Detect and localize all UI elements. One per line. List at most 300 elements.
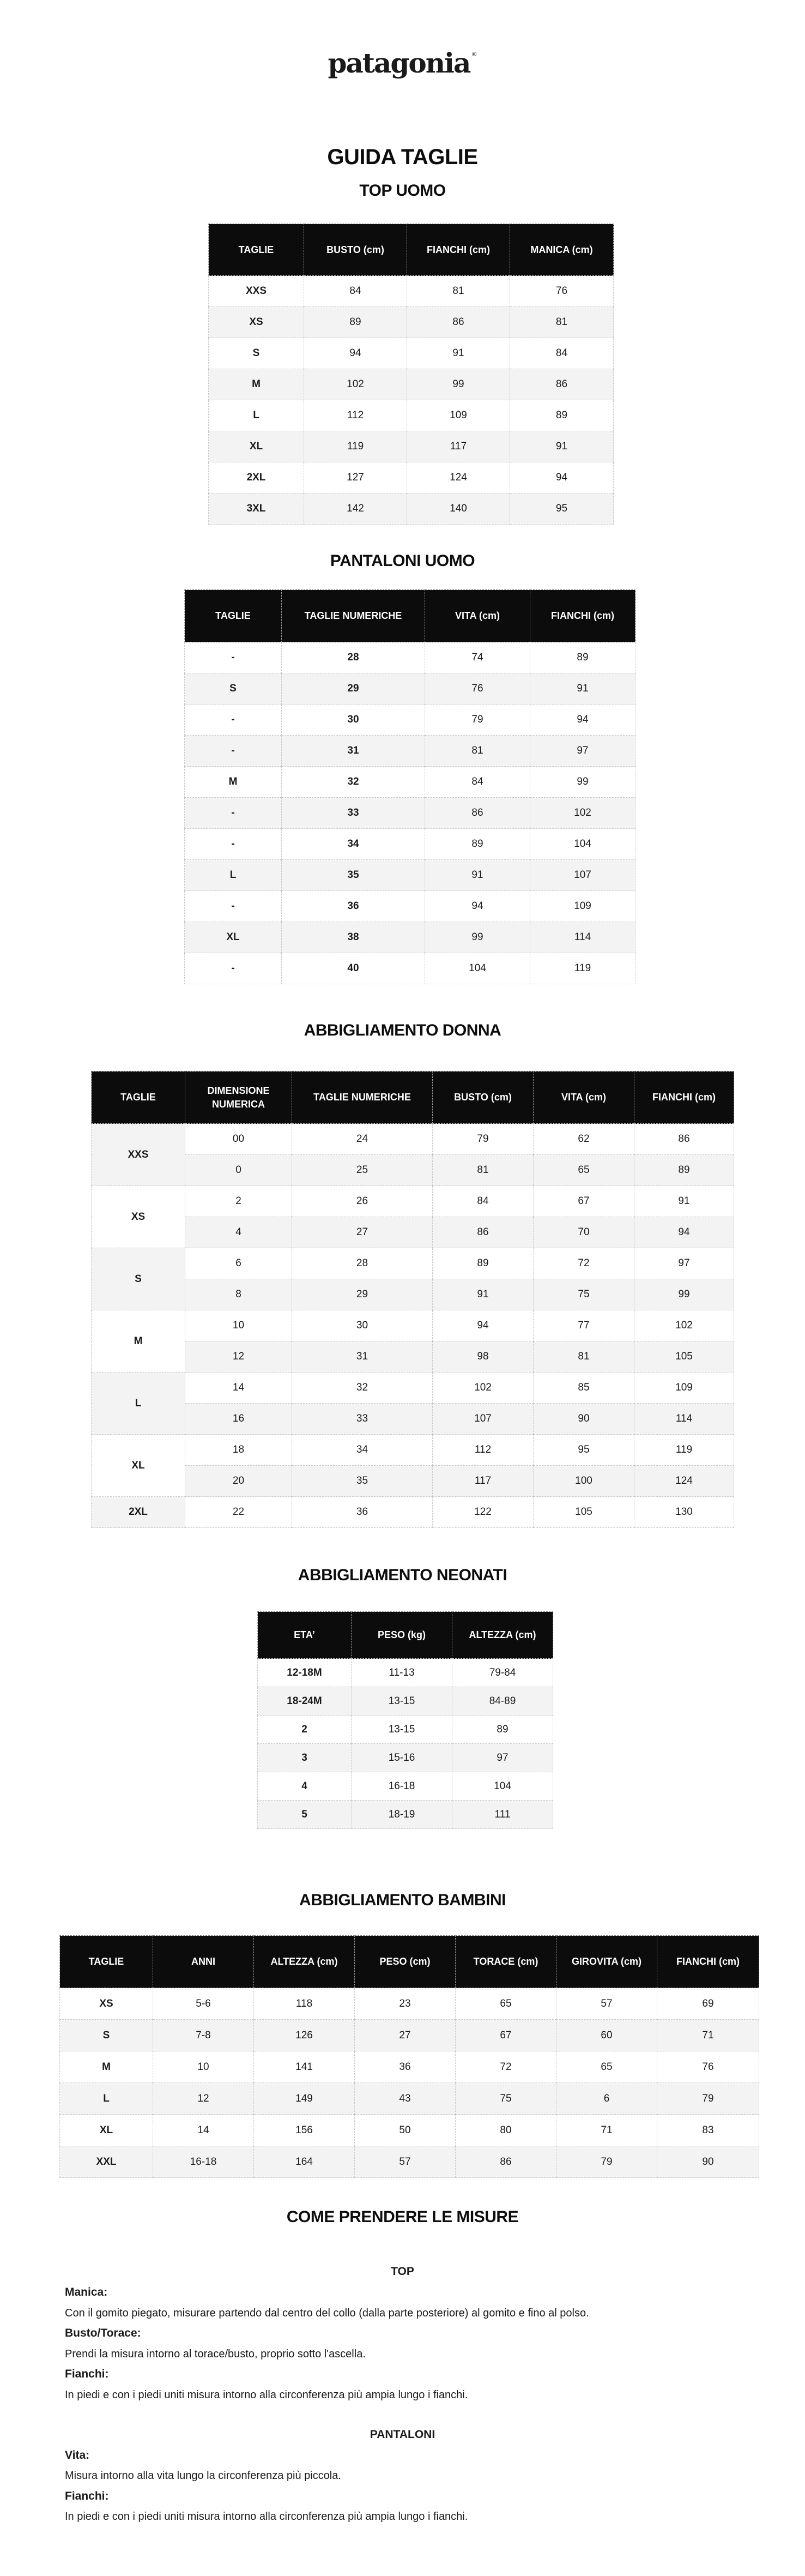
table-header-row (209, 224, 614, 276)
table-cell: 32 (292, 1373, 433, 1404)
table-cell: 124 (634, 1466, 734, 1497)
table-cell: 6 (185, 1248, 292, 1279)
table-cell: S (185, 673, 282, 705)
column-header: DIMENSIONE NUMERICA (185, 1072, 292, 1124)
table-cell: 126 (254, 2020, 355, 2051)
table-cell: 18 (185, 1435, 292, 1466)
table-row (185, 705, 635, 736)
table-cell: 50 (355, 2115, 456, 2146)
table-cell: 84 (510, 338, 614, 369)
table-cell: 86 (456, 2146, 556, 2178)
subheading-pantaloni: PANTALONI (370, 2428, 435, 2441)
table-cell: 28 (292, 1248, 433, 1279)
table-row (60, 2051, 759, 2083)
table-cell: 14 (185, 1373, 292, 1404)
table-cell: 112 (304, 400, 407, 431)
table-cell: 20 (185, 1466, 292, 1497)
table-cell: XL (209, 431, 304, 462)
table-cell: 91 (634, 1186, 734, 1217)
table-cell: S (209, 338, 304, 369)
table-header-row (92, 1072, 734, 1124)
table-cell: 99 (530, 767, 635, 798)
table-cell: 6 (556, 2083, 657, 2115)
table-cell: 114 (530, 922, 635, 953)
table-cell: 57 (556, 1988, 657, 2020)
table-cell: 40 (282, 953, 425, 984)
table-row (92, 1155, 734, 1186)
table-cell: M (60, 2051, 153, 2083)
table-cell: 94 (530, 705, 635, 736)
table-cell: 79 (657, 2083, 759, 2115)
table-cell: 35 (292, 1466, 433, 1497)
table-cell: 79 (556, 2146, 657, 2178)
table-cell: XXL (60, 2146, 153, 2178)
table-cell: XL (60, 2115, 153, 2146)
table-header-row (258, 1612, 553, 1659)
pantaloni-uomo-table (184, 589, 635, 984)
column-header: BUSTO (cm) (304, 224, 407, 276)
table-cell: 86 (425, 798, 530, 829)
table-cell: 65 (456, 1988, 556, 2020)
table-row (209, 307, 614, 338)
table-cell: 38 (282, 922, 425, 953)
table-cell: 43 (355, 2083, 456, 2115)
table-cell: 79 (425, 705, 530, 736)
table-cell: 85 (534, 1373, 634, 1404)
table-cell: 107 (433, 1404, 534, 1435)
section-title-abbigliamento-donna: ABBIGLIAMENTO DONNA (304, 1021, 501, 1039)
table-cell: 117 (407, 431, 510, 462)
table-cell: 112 (433, 1435, 534, 1466)
label-vita: Vita: (65, 2449, 90, 2461)
table-row (185, 767, 635, 798)
table-cell: 99 (425, 922, 530, 953)
table-cell: 124 (407, 462, 510, 493)
table-cell: 18-19 (352, 1801, 452, 1829)
table-cell: 30 (292, 1310, 433, 1341)
table-row (209, 431, 614, 462)
table-cell: 130 (634, 1497, 734, 1528)
table-cell: 81 (510, 307, 614, 338)
table-cell: 94 (510, 462, 614, 493)
table-cell: L (60, 2083, 153, 2115)
table-row (92, 1404, 734, 1435)
table-cell: 94 (304, 338, 407, 369)
table-cell: 102 (634, 1310, 734, 1341)
table-row (185, 829, 635, 860)
table-cell: 36 (292, 1497, 433, 1528)
table-cell: 72 (456, 2051, 556, 2083)
table-cell: 104 (425, 953, 530, 984)
table-cell: 109 (634, 1373, 734, 1404)
table-cell: 76 (510, 276, 614, 307)
table-cell: 140 (407, 493, 510, 525)
table-row (60, 2146, 759, 2178)
table-cell: 80 (456, 2115, 556, 2146)
table-cell: 31 (292, 1341, 433, 1373)
page-title: GUIDA TAGLIE (327, 145, 478, 169)
table-cell: 100 (534, 1466, 634, 1497)
table-row (258, 1801, 553, 1829)
table-cell: 86 (634, 1124, 734, 1155)
logo-text: patagonia (328, 47, 470, 79)
table-cell: XS (60, 1988, 153, 2020)
table-cell: 10 (153, 2051, 254, 2083)
table-cell: 75 (456, 2083, 556, 2115)
table-cell: 79-84 (452, 1659, 553, 1687)
patagonia-logo (0, 47, 805, 79)
table-cell: 36 (282, 891, 425, 922)
column-header: VITA (cm) (425, 590, 530, 642)
table-cell: 79 (433, 1124, 534, 1155)
table-cell: 34 (292, 1435, 433, 1466)
table-cell: 105 (534, 1497, 634, 1528)
table-cell: 164 (254, 2146, 355, 2178)
table-cell: 117 (433, 1466, 534, 1497)
table-cell: 97 (452, 1744, 553, 1772)
table-cell: 99 (407, 369, 510, 400)
table-row (209, 462, 614, 493)
column-header: ALTEZZA (cm) (452, 1612, 553, 1659)
table-cell: 107 (530, 860, 635, 891)
section-title-abbigliamento-bambini: ABBIGLIAMENTO BAMBINI (299, 1891, 506, 1909)
table-row (92, 1124, 734, 1155)
top-uomo-table (208, 224, 614, 525)
text-busto-torace: Prendi la misura intorno al torace/busto, proprio sotto l'ascella. (65, 2348, 366, 2360)
table-row (92, 1310, 734, 1341)
table-header-row (60, 1936, 759, 1988)
table-cell: 10 (185, 1310, 292, 1341)
table-cell: 94 (425, 891, 530, 922)
table-cell: 35 (282, 860, 425, 891)
table-cell: 89 (452, 1716, 553, 1744)
label-fianchi-pantaloni: Fianchi: (65, 2490, 109, 2502)
label-busto-torace: Busto/Torace: (65, 2327, 141, 2339)
table-cell: 90 (657, 2146, 759, 2178)
table-cell: 30 (282, 705, 425, 736)
table-cell: 74 (425, 642, 530, 673)
table-cell: 76 (425, 673, 530, 705)
table-cell: 62 (534, 1124, 634, 1155)
size-group-cell: M (92, 1310, 185, 1373)
table-cell: 95 (534, 1435, 634, 1466)
table-cell: 22 (185, 1497, 292, 1528)
size-group-cell: L (92, 1373, 185, 1435)
table-cell: 97 (634, 1248, 734, 1279)
column-header: FIANCHI (cm) (657, 1936, 759, 1988)
size-group-cell: XXS (92, 1124, 185, 1186)
table-cell: 71 (657, 2020, 759, 2051)
label-manica: Manica: (65, 2286, 108, 2298)
table-cell: - (185, 642, 282, 673)
table-row (185, 922, 635, 953)
table-row (185, 642, 635, 673)
table-cell: 89 (425, 829, 530, 860)
size-group-cell: XL (92, 1435, 185, 1497)
table-row (209, 276, 614, 307)
table-cell: 89 (304, 307, 407, 338)
column-header: TAGLIE (60, 1936, 153, 1988)
registered-mark: ® (471, 51, 477, 58)
table-cell: 67 (456, 2020, 556, 2051)
table-row (92, 1435, 734, 1466)
table-cell: 16-18 (153, 2146, 254, 2178)
table-cell: 91 (530, 673, 635, 705)
table-cell: 14 (153, 2115, 254, 2146)
table-cell: 15-16 (352, 1744, 452, 1772)
table-row (209, 369, 614, 400)
abbigliamento-donna-table (91, 1071, 734, 1528)
table-cell: M (185, 767, 282, 798)
table-cell: 13-15 (352, 1716, 452, 1744)
table-cell: 71 (556, 2115, 657, 2146)
table-cell: 81 (407, 276, 510, 307)
table-cell: 28 (282, 642, 425, 673)
table-row (92, 1217, 734, 1248)
table-cell: 81 (433, 1155, 534, 1186)
table-cell: 12-18M (258, 1659, 352, 1687)
table-cell: 94 (634, 1217, 734, 1248)
table-cell: 24 (292, 1124, 433, 1155)
table-cell: 8 (185, 1279, 292, 1310)
table-row (209, 493, 614, 525)
table-cell: 104 (452, 1772, 553, 1801)
table-cell: 141 (254, 2051, 355, 2083)
table-row (258, 1716, 553, 1744)
text-fianchi-top: In piedi e con i piedi uniti misura intorno alla circonferenza più ampia lungo i fianchi. (65, 2389, 468, 2401)
table-cell: 91 (425, 860, 530, 891)
table-row (92, 1373, 734, 1404)
table-cell: 104 (530, 829, 635, 860)
table-cell: 2XL (209, 462, 304, 493)
table-cell: 89 (530, 642, 635, 673)
size-group-cell: 2XL (92, 1497, 185, 1528)
table-row (185, 953, 635, 984)
table-row (92, 1248, 734, 1279)
table-cell: 109 (407, 400, 510, 431)
table-cell: 109 (530, 891, 635, 922)
table-cell: 3XL (209, 493, 304, 525)
table-cell: 57 (355, 2146, 456, 2178)
table-row (185, 736, 635, 767)
table-cell: 16 (185, 1404, 292, 1435)
text-fianchi-pantaloni: In piedi e con i piedi uniti misura intorno alla circonferenza più ampia lungo i fianchi. (65, 2511, 468, 2523)
table-cell: - (185, 705, 282, 736)
section-title-pantaloni-uomo: PANTALONI UOMO (330, 552, 475, 570)
table-cell: 119 (304, 431, 407, 462)
column-header: TORACE (cm) (456, 1936, 556, 1988)
table-cell: 156 (254, 2115, 355, 2146)
column-header: PESO (cm) (355, 1936, 456, 1988)
table-cell: 5-6 (153, 1988, 254, 2020)
table-cell: 75 (534, 1279, 634, 1310)
table-cell: 5 (258, 1801, 352, 1829)
table-cell: 31 (282, 736, 425, 767)
text-manica: Con il gomito piegato, misurare partendo dal centro del collo (dalla parte posteriore) al gomito e fino al polso. (65, 2307, 589, 2319)
column-header: TAGLIE (92, 1072, 185, 1124)
table-row (258, 1659, 553, 1687)
table-cell: 84 (304, 276, 407, 307)
table-cell: 72 (534, 1248, 634, 1279)
table-cell: 119 (634, 1435, 734, 1466)
column-header: MANICA (cm) (510, 224, 614, 276)
column-header: FIANCHI (cm) (407, 224, 510, 276)
table-cell: 13-15 (352, 1687, 452, 1716)
table-cell: 69 (657, 1988, 759, 2020)
table-cell: 102 (433, 1373, 534, 1404)
column-header: TAGLIE (209, 224, 304, 276)
table-cell: 91 (433, 1279, 534, 1310)
table-cell: 102 (530, 798, 635, 829)
table-cell: 34 (282, 829, 425, 860)
table-cell: 4 (258, 1772, 352, 1801)
table-cell: 111 (452, 1801, 553, 1829)
table-row (185, 673, 635, 705)
table-row (92, 1186, 734, 1217)
table-cell: 18-24M (258, 1687, 352, 1716)
table-cell: 91 (407, 338, 510, 369)
section-title-top-uomo: TOP UOMO (359, 182, 446, 200)
table-cell: 12 (153, 2083, 254, 2115)
section-title-abbigliamento-neonati: ABBIGLIAMENTO NEONATI (298, 1566, 507, 1584)
table-cell: 127 (304, 462, 407, 493)
table-cell: 27 (292, 1217, 433, 1248)
section-title-come-prendere: COME PRENDERE LE MISURE (286, 2208, 519, 2226)
table-row (60, 2115, 759, 2146)
column-header: PESO (kg) (352, 1612, 452, 1659)
table-row (92, 1497, 734, 1528)
column-header: ALTEZZA (cm) (254, 1936, 355, 1988)
table-cell: 114 (634, 1404, 734, 1435)
table-cell: 77 (534, 1310, 634, 1341)
table-header-row (185, 590, 635, 642)
table-cell: 86 (433, 1217, 534, 1248)
table-cell: 65 (556, 2051, 657, 2083)
table-cell: 3 (258, 1744, 352, 1772)
table-cell: 86 (407, 307, 510, 338)
table-cell: 11-13 (352, 1659, 452, 1687)
table-cell: 84 (433, 1186, 534, 1217)
table-cell: 65 (534, 1155, 634, 1186)
table-cell: 33 (292, 1404, 433, 1435)
table-cell: 94 (433, 1310, 534, 1341)
table-cell: 0 (185, 1155, 292, 1186)
table-cell: 95 (510, 493, 614, 525)
table-row (258, 1772, 553, 1801)
table-cell: 60 (556, 2020, 657, 2051)
table-cell: 105 (634, 1341, 734, 1373)
table-cell: 4 (185, 1217, 292, 1248)
table-cell: 2 (185, 1186, 292, 1217)
table-cell: XS (209, 307, 304, 338)
table-row (185, 798, 635, 829)
column-header: TAGLIE NUMERICHE (282, 590, 425, 642)
table-cell: 33 (282, 798, 425, 829)
abbigliamento-neonati-table (257, 1611, 553, 1829)
table-cell: 00 (185, 1124, 292, 1155)
table-cell: 2 (258, 1716, 352, 1744)
table-cell: 12 (185, 1341, 292, 1373)
table-cell: S (60, 2020, 153, 2051)
table-row (92, 1279, 734, 1310)
column-header: ANNI (153, 1936, 254, 1988)
table-cell: 7-8 (153, 2020, 254, 2051)
table-cell: M (209, 369, 304, 400)
table-cell: 16-18 (352, 1772, 452, 1801)
table-cell: 84 (425, 767, 530, 798)
table-cell: 81 (425, 736, 530, 767)
table-cell: 67 (534, 1186, 634, 1217)
table-row (60, 2020, 759, 2051)
table-row (185, 891, 635, 922)
table-row (185, 860, 635, 891)
column-header: TAGLIE NUMERICHE (292, 1072, 433, 1124)
table-cell: XXS (209, 276, 304, 307)
column-header: ETA’ (258, 1612, 352, 1659)
table-row (92, 1466, 734, 1497)
subheading-top: TOP (391, 2265, 414, 2278)
column-header: TAGLIE (185, 590, 282, 642)
column-header: BUSTO (cm) (433, 1072, 534, 1124)
table-row (60, 1988, 759, 2020)
column-header: FIANCHI (cm) (634, 1072, 734, 1124)
table-cell: 70 (534, 1217, 634, 1248)
table-cell: 26 (292, 1186, 433, 1217)
table-cell: 149 (254, 2083, 355, 2115)
table-cell: - (185, 798, 282, 829)
table-cell: 99 (634, 1279, 734, 1310)
table-cell: - (185, 953, 282, 984)
table-cell: 81 (534, 1341, 634, 1373)
table-row (60, 2083, 759, 2115)
column-header: FIANCHI (cm) (530, 590, 635, 642)
column-header: GIROVITA (cm) (556, 1936, 657, 1988)
table-cell: 90 (534, 1404, 634, 1435)
table-cell: 97 (530, 736, 635, 767)
table-cell: 91 (510, 431, 614, 462)
table-cell: 89 (634, 1155, 734, 1186)
table-row (258, 1687, 553, 1716)
size-group-cell: S (92, 1248, 185, 1310)
table-cell: 83 (657, 2115, 759, 2146)
table-cell: 89 (510, 400, 614, 431)
table-cell: - (185, 829, 282, 860)
table-cell: L (209, 400, 304, 431)
table-row (209, 338, 614, 369)
table-cell: 25 (292, 1155, 433, 1186)
table-cell: 119 (530, 953, 635, 984)
table-cell: XL (185, 922, 282, 953)
label-fianchi-top: Fianchi: (65, 2368, 109, 2380)
table-cell: L (185, 860, 282, 891)
table-cell: 118 (254, 1988, 355, 2020)
table-cell: 142 (304, 493, 407, 525)
abbigliamento-bambini-table (59, 1935, 759, 2178)
table-cell: 102 (304, 369, 407, 400)
table-cell: 76 (657, 2051, 759, 2083)
text-vita: Misura intorno alla vita lungo la circonferenza più piccola. (65, 2470, 341, 2482)
table-cell: 122 (433, 1497, 534, 1528)
table-cell: 23 (355, 1988, 456, 2020)
table-cell: 29 (282, 673, 425, 705)
table-cell: 36 (355, 2051, 456, 2083)
table-cell: 86 (510, 369, 614, 400)
table-cell: 27 (355, 2020, 456, 2051)
table-cell: - (185, 736, 282, 767)
column-header: VITA (cm) (534, 1072, 634, 1124)
table-cell: 84-89 (452, 1687, 553, 1716)
table-cell: 98 (433, 1341, 534, 1373)
